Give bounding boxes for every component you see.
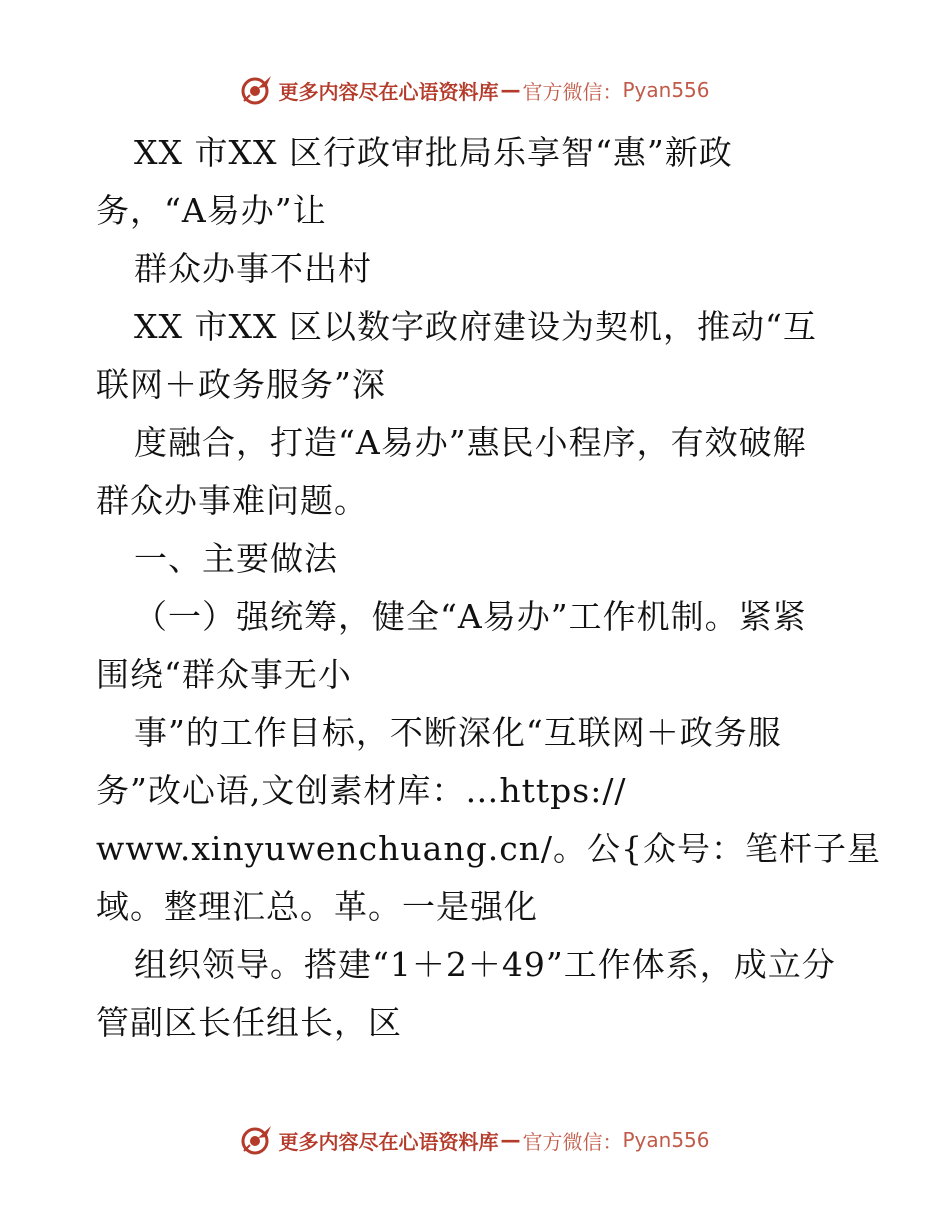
text-line: 组织领导。搭建“1＋2＋49”工作体系，成立分 bbox=[134, 945, 836, 984]
text-line: 度融合，打造“A易办”惠民小程序，有效破解 bbox=[134, 423, 807, 462]
section-heading: 一、主要做法 bbox=[134, 539, 338, 578]
text-line: 围绕“群众事无小 bbox=[96, 655, 352, 694]
quill-logo-icon bbox=[240, 73, 274, 107]
text-line: 务，“A易办”让 bbox=[96, 191, 327, 230]
text-line: （一）强统筹，健全“A易办”工作机制。紧紧 bbox=[134, 597, 807, 636]
watermark-account: Pyan556 bbox=[622, 1128, 710, 1152]
text-line: 管副区长任组长，区 bbox=[96, 1003, 402, 1042]
text-line: 务”改心语,文创素材库：…https:// bbox=[96, 771, 627, 810]
text-line: XX 市XX 区以数字政府建设为契机，推动“互 bbox=[134, 307, 817, 346]
text-line: 事”的工作目标，不断深化“互联网＋政务服 bbox=[134, 713, 782, 752]
text-line: 域。整理汇总。革。一是强化 bbox=[96, 887, 538, 926]
watermark-banner bbox=[240, 73, 709, 107]
watermark-main-text: 更多内容尽在心语资料库 bbox=[278, 79, 499, 104]
document-body bbox=[96, 124, 882, 1052]
text-line: 群众办事不出村 bbox=[134, 249, 372, 288]
text-line: 联网＋政务服务”深 bbox=[96, 365, 386, 404]
watermark-sub-text: 官方微信： bbox=[522, 1129, 623, 1154]
watermark-account: Pyan556 bbox=[622, 78, 710, 102]
quill-logo-icon bbox=[240, 1123, 274, 1157]
footer-watermark bbox=[0, 1118, 950, 1162]
text-line: www.xinyuwenchuang.cn/。公{众号：笔杆子星 bbox=[96, 829, 882, 868]
text-line: XX 市XX 区行政审批局乐享智“惠”新政 bbox=[134, 133, 733, 172]
watermark-separator: — bbox=[500, 78, 521, 102]
watermark-sub-text: 官方微信： bbox=[522, 79, 623, 104]
text-line: 群众办事难问题。 bbox=[96, 481, 368, 520]
watermark-main-text: 更多内容尽在心语资料库 bbox=[278, 1129, 499, 1154]
watermark-separator: — bbox=[500, 1128, 521, 1152]
watermark-banner bbox=[240, 1123, 709, 1157]
header-watermark bbox=[0, 68, 950, 112]
